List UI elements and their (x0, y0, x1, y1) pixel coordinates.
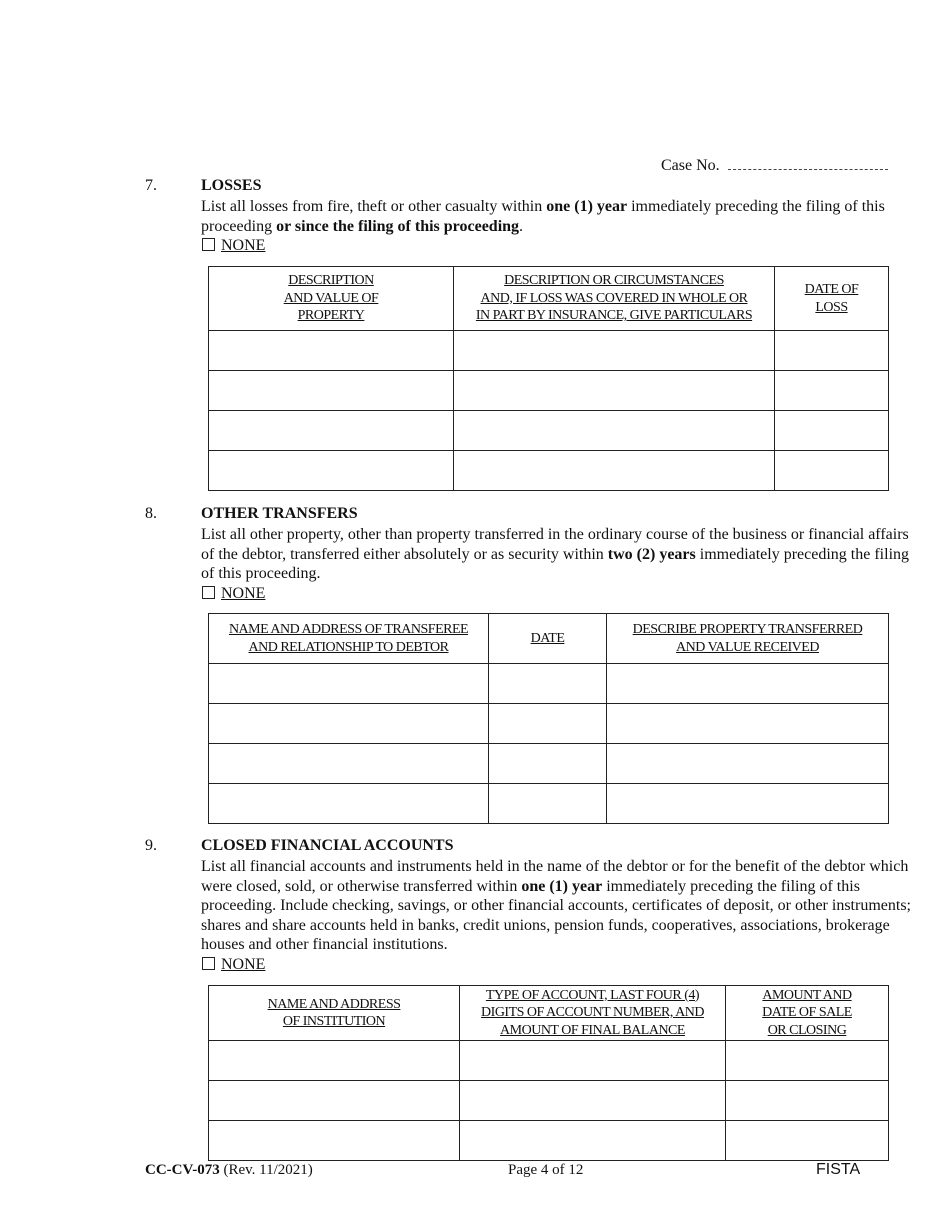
table-row (209, 784, 889, 824)
none-label: NONE (221, 237, 266, 254)
table-cell[interactable] (454, 451, 775, 491)
table-row (209, 744, 889, 784)
table-header-row (209, 614, 889, 664)
table-cell[interactable] (209, 704, 489, 744)
section-9-title: CLOSED FINANCIAL ACCOUNTS (201, 837, 454, 854)
case-number-field (661, 157, 888, 175)
table-row (209, 664, 889, 704)
table-cell[interactable] (460, 1081, 726, 1121)
table-cell[interactable] (209, 331, 454, 371)
table-row (209, 1081, 889, 1121)
section-7-instructions: List all losses from fire, theft or other casualty within one (1) year immediately preceding the filing of this proceeding or since the filing of this proceeding. (201, 198, 885, 235)
section-9-instructions: List all financial accounts and instruments held in the name of the debtor or for the benefit of the debtor which were closed, sold, or otherwise transferred within one (1) year immediately preceding the filing of this proceeding. Include checking, savings, or other financial accounts, certificates of deposit, or other instruments; shares and share accounts held in banks, credit unions, pension funds, cooperatives, associations, brokerage houses and other financial institutions. (201, 858, 911, 953)
table-header-row (209, 986, 889, 1041)
table-cell[interactable] (726, 1041, 889, 1081)
section-8-number: 8. (145, 505, 157, 522)
column-header-transferee: NAME AND ADDRESS OF TRANSFEREE AND RELATIONSHIP TO DEBTOR (209, 614, 489, 664)
table-cell[interactable] (607, 704, 889, 744)
column-header-date-of-loss: DATE OF LOSS (775, 267, 889, 331)
form-code: CC-CV-073 (Rev. 11/2021) (145, 1162, 313, 1178)
checkbox-icon (202, 957, 215, 970)
table-cell[interactable] (454, 331, 775, 371)
table-cell[interactable] (209, 1121, 460, 1161)
none-label: NONE (221, 585, 266, 602)
section-7-number: 7. (145, 177, 157, 194)
table-cell[interactable] (726, 1121, 889, 1161)
table-row (209, 451, 889, 491)
section-7-none-checkbox[interactable] (202, 237, 265, 255)
table-cell[interactable] (209, 784, 489, 824)
table-cell[interactable] (209, 1041, 460, 1081)
table-cell[interactable] (209, 664, 489, 704)
table-cell[interactable] (209, 1081, 460, 1121)
table-cell[interactable] (460, 1121, 726, 1161)
table-cell[interactable] (460, 1041, 726, 1081)
table-cell[interactable] (209, 411, 454, 451)
section-9-none-checkbox[interactable] (202, 956, 265, 974)
table-cell[interactable] (209, 371, 454, 411)
column-header-institution: NAME AND ADDRESS OF INSTITUTION (209, 986, 460, 1041)
table-cell[interactable] (775, 451, 889, 491)
section-7-title: LOSSES (201, 177, 262, 194)
table-cell[interactable] (489, 704, 607, 744)
table-header-row (209, 267, 889, 331)
section-9-number: 9. (145, 837, 157, 854)
table-cell[interactable] (489, 784, 607, 824)
table-cell[interactable] (209, 451, 454, 491)
brand-label: FISTA (816, 1161, 861, 1178)
closed-accounts-table (208, 985, 889, 1161)
table-row (209, 1121, 889, 1161)
table-cell[interactable] (775, 411, 889, 451)
table-row (209, 704, 889, 744)
checkbox-icon (202, 586, 215, 599)
table-cell[interactable] (607, 784, 889, 824)
table-cell[interactable] (454, 411, 775, 451)
section-8-none-checkbox[interactable] (202, 585, 265, 603)
table-cell[interactable] (775, 331, 889, 371)
table-cell[interactable] (454, 371, 775, 411)
column-header-description-value: DESCRIPTION AND VALUE OF PROPERTY (209, 267, 454, 331)
checkbox-icon (202, 238, 215, 251)
table-cell[interactable] (489, 744, 607, 784)
table-row (209, 371, 889, 411)
table-row (209, 331, 889, 371)
none-label: NONE (221, 956, 266, 973)
table-cell[interactable] (775, 371, 889, 411)
losses-table (208, 266, 889, 491)
column-header-property-transferred: DESCRIBE PROPERTY TRANSFERRED AND VALUE RECEIVED (607, 614, 889, 664)
case-number-input[interactable] (728, 157, 888, 170)
case-number-label: Case No. (661, 157, 720, 174)
column-header-date: DATE (489, 614, 607, 664)
table-cell[interactable] (726, 1081, 889, 1121)
section-8-instructions: List all other property, other than property transferred in the ordinary course of the business or financial affairs of the debtor, transferred either absolutely or as security within two (2) years immediately preceding the filing of this proceeding. (201, 526, 910, 582)
table-row (209, 411, 889, 451)
page-number: Page 4 of 12 (508, 1162, 584, 1178)
column-header-amount-date: AMOUNT AND DATE OF SALE OR CLOSING (726, 986, 889, 1041)
column-header-account-type: TYPE OF ACCOUNT, LAST FOUR (4) DIGITS OF ACCOUNT NUMBER, AND AMOUNT OF FINAL BALANCE (460, 986, 726, 1041)
table-cell[interactable] (489, 664, 607, 704)
table-cell[interactable] (209, 744, 489, 784)
table-cell[interactable] (607, 744, 889, 784)
column-header-circumstances: DESCRIPTION OR CIRCUMSTANCES AND, IF LOSS WAS COVERED IN WHOLE OR IN PART BY INSURANCE, GIVE PARTICULARS (454, 267, 775, 331)
section-8-title: OTHER TRANSFERS (201, 505, 358, 522)
table-cell[interactable] (607, 664, 889, 704)
table-row (209, 1041, 889, 1081)
other-transfers-table (208, 613, 889, 824)
